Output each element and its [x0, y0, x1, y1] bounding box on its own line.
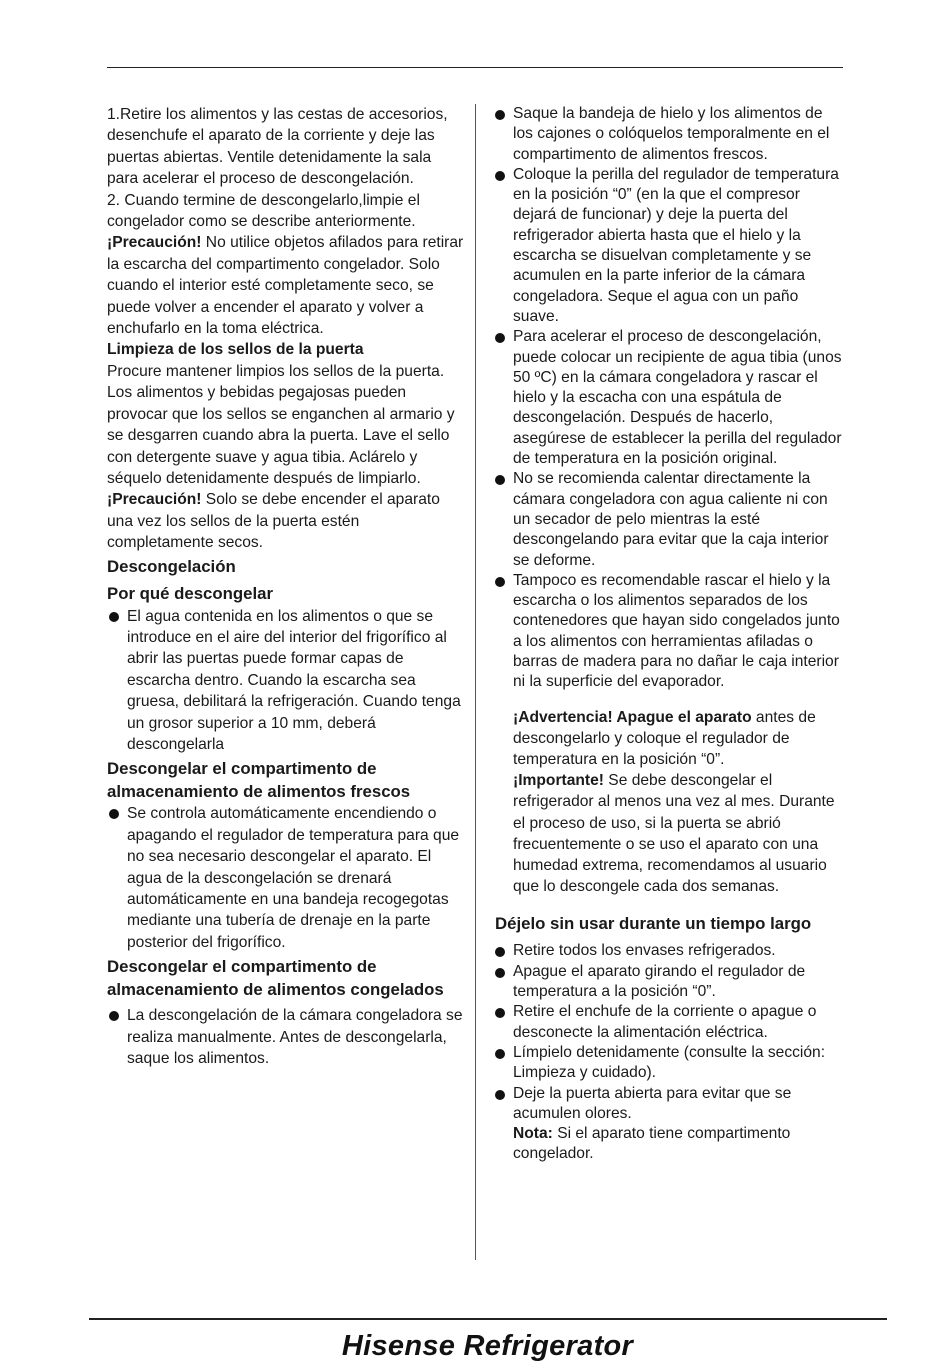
why-defrost-heading: Por qué descongelar: [107, 583, 273, 603]
frozen-compartment-heading: Descongelar el compartimento de almacenamiento de alimentos congelados: [107, 957, 444, 1000]
list-item: Se controla automáticamente encendiendo o apagando el regulador de temperatura para que no sea necesario descongelar el aparato. El agua de la descongelación se drenará automáticamente en una bandeja recogegotas mediante una tubería de drenaje en la parte posterior del frigorífico.: [109, 803, 465, 953]
intro-step-1: 1.Retire los alimentos y las cestas de accesorios, desenchufe el aparato de la corriente y deje las puertas abiertas. Ventile detenidamente la sala para acelerar el proceso de descongelación.: [107, 106, 448, 188]
defrost-heading: Descongelación: [107, 556, 236, 576]
list-item: Apague el aparato girando el regulador de temperatura a la posición “0”.: [495, 962, 845, 1003]
long-unused-heading: Déjelo sin usar durante un tiempo largo: [495, 914, 812, 934]
note-text: Si el aparato tiene compartimento congelador.: [513, 1125, 791, 1163]
seals-text: Procure mantener limpios los sellos de la puerta. Los alimentos y bebidas pegajosas pueden provocar que los sellos se enganchen al armario y se desgarren cuando abra la puerta. Lave el sello con detergente suave y agua tibia. Aclárelo y séquelo detenidamente después de limpiarlo.: [107, 362, 455, 487]
caution-paragraph-2: [107, 489, 465, 553]
warning-paragraph: [513, 707, 845, 771]
list-item: La descongelación de la cámara congeladora se realiza manualmente. Antes de descongelarla, saque los alimentos.: [109, 1005, 465, 1069]
list-item: Saque la bandeja de hielo y los alimentos de los cajones o colóquelos temporalmente en el compartimento de alimentos frescos.: [495, 104, 845, 165]
left-column: [107, 104, 465, 1069]
list-item: Para acelerar el proceso de descongelación, puede colocar un recipiente de agua tibia (unos 50 ºC) en la cámara congeladora y rascar el hielo y la escacha con una espátula de descongelación. Después de hacerlo, asegúrese de establecer la perilla del regulador de temperatura en la posición original.: [495, 327, 845, 469]
important-paragraph: [513, 770, 845, 897]
fresh-compartment-list: [107, 803, 465, 953]
defrost-steps-list: [495, 104, 845, 693]
caution-label: ¡Precaución!: [107, 234, 202, 252]
long-unused-list: [495, 941, 845, 1124]
list-item: No se recomienda calentar directamente la cámara congeladora con agua caliente ni con un secador de pelo mientras la esté descongelando para evitar que la caja interior se deforme.: [495, 469, 845, 570]
caution-text: Solo se debe encender el aparato una vez los sellos de la puerta estén completamente secos.: [107, 491, 440, 552]
note-label: Nota:: [513, 1125, 553, 1143]
column-divider: [475, 104, 476, 1260]
list-item: Tampoco es recomendable rascar el hielo y la escarcha o los alimentos separados de los contenedores que hayan sido congelados junto a los alimentos con herramientas afiladas o barras de madera para no dañar le caja interior ni la superficie del evaporador.: [495, 571, 845, 693]
caution-text: No utilice objetos afilados para retirar la escarcha del compartimento congelador. Solo cuando el interior esté completamente seco, se puede volver a encender el aparato y volver a enchufarlo en la toma eléctrica.: [107, 234, 464, 338]
right-column: [495, 104, 845, 1165]
warning-text: antes de descongelarlo y coloque el regulador de temperatura en la posición “0”.: [513, 708, 816, 769]
warning-block: [495, 707, 845, 898]
note-paragraph: [495, 1124, 845, 1165]
list-item: Retire todos los envases refrigerados.: [495, 941, 845, 961]
caution-paragraph-1: [107, 232, 465, 339]
caution-label: ¡Precaución!: [107, 491, 202, 509]
header-rule: [107, 67, 843, 68]
list-item: Retire el enchufe de la corriente o apague o desconecte la alimentación eléctrica.: [495, 1002, 845, 1043]
footer-rule: [89, 1318, 887, 1320]
intro-step-2: 2. Cuando termine de descongelarlo,limpie el congelador como se describe anteriormente.: [107, 191, 420, 231]
list-item: El agua contenida en los alimentos o que se introduce en el aire del interior del frigorífico al abrir las puertas puede formar capas de escarcha dentro. Cuando la escarcha sea gruesa, debilitará la refrigeración. Cuando tenga un grosor superior a 10 mm, deberá descongelarla: [109, 606, 465, 756]
brand-logo-text: Hisense Refrigerator: [341, 1330, 634, 1362]
fresh-compartment-heading: Descongelar el compartimento de almacenamiento de alimentos frescos: [107, 759, 411, 802]
list-item: Coloque la perilla del regulador de temperatura en la posición “0” (en la que el compresor dejará de funcionar) y deje la puerta del refrigerador abierta hasta que el hielo y la escarcha se disuelvan completamente y se acumulen en la parte inferior de la cámara congeladora. Seque el agua con un paño suave.: [495, 165, 845, 327]
list-item: Deje la puerta abierta para evitar que se acumulen olores.: [495, 1084, 845, 1125]
frozen-compartment-list: [107, 1005, 465, 1069]
warning-label: ¡Advertencia! Apague el aparato: [513, 708, 752, 726]
important-text: Se debe descongelar el refrigerador al menos una vez al mes. Durante el proceso de uso, si la puerta se abrió frecuentemente o se uso el aparato con una humedad extrema, recomendamos al usuario que lo descongele cada dos semanas.: [513, 772, 835, 896]
important-label: ¡Importante!: [513, 772, 604, 790]
list-item: Límpielo detenidamente (consulte la sección: Limpieza y cuidado).: [495, 1043, 845, 1084]
seals-heading: Limpieza de los sellos de la puerta: [107, 341, 364, 359]
why-defrost-list: [107, 606, 465, 756]
